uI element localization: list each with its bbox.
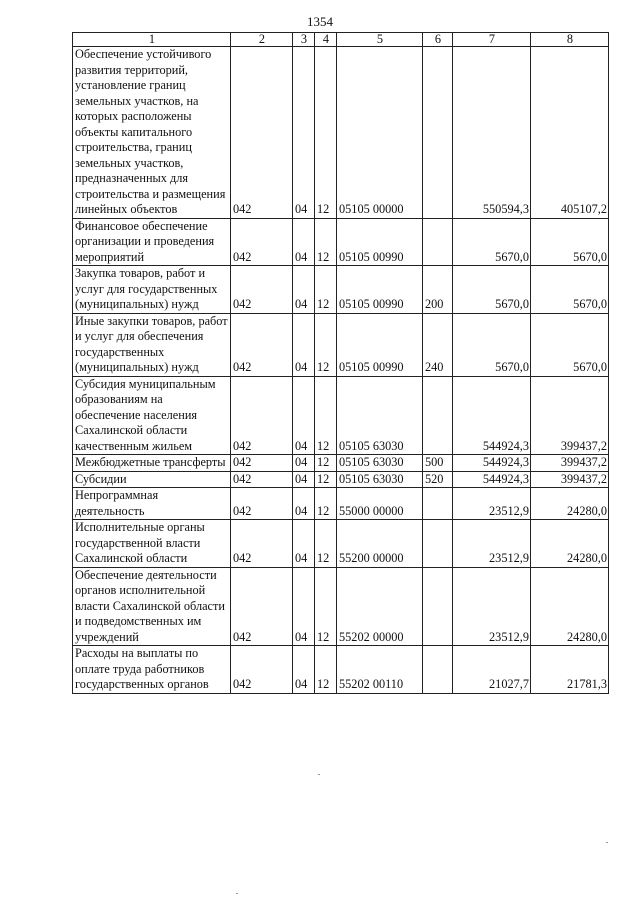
header-col-7: 7 <box>453 33 531 47</box>
row-type-cell: 240 <box>423 313 453 376</box>
table-row <box>73 266 609 314</box>
row-type-cell: 500 <box>423 455 453 472</box>
row-ministry-cell: 042 <box>231 520 293 568</box>
row-name-cell: Непрограммная деятельность <box>73 488 231 520</box>
header-col-6: 6 <box>423 33 453 47</box>
row-sum-2015-cell: 21781,3 <box>531 646 609 694</box>
row-type-cell <box>423 376 453 455</box>
row-sum-2015-cell: 5670,0 <box>531 266 609 314</box>
row-sum-2014-cell: 5670,0 <box>453 218 531 266</box>
row-section-cell: 04 <box>293 218 315 266</box>
row-type-cell <box>423 488 453 520</box>
scan-speck <box>318 774 320 775</box>
row-name-cell: Финансовое обеспечение организации и проведения мероприятий <box>73 218 231 266</box>
row-sum-2014-cell: 544924,3 <box>453 376 531 455</box>
row-ministry-cell: 042 <box>231 567 293 646</box>
row-subsection-cell: 12 <box>315 376 337 455</box>
row-sum-2014-cell: 23512,9 <box>453 520 531 568</box>
row-sum-2015-cell: 24280,0 <box>531 520 609 568</box>
row-section-cell: 04 <box>293 266 315 314</box>
header-col-5: 5 <box>337 33 423 47</box>
table-row <box>73 47 609 219</box>
row-section-cell: 04 <box>293 47 315 219</box>
row-ministry-cell: 042 <box>231 471 293 488</box>
row-target-cell: 05105 00990 <box>337 218 423 266</box>
row-section-cell: 04 <box>293 646 315 694</box>
row-target-cell: 05105 00000 <box>337 47 423 219</box>
header-col-4: 4 <box>315 33 337 47</box>
table-row <box>73 471 609 488</box>
row-sum-2015-cell: 5670,0 <box>531 218 609 266</box>
row-sum-2015-cell: 399437,2 <box>531 455 609 472</box>
row-sum-2014-cell: 544924,3 <box>453 471 531 488</box>
row-type-cell <box>423 646 453 694</box>
table-row <box>73 567 609 646</box>
row-subsection-cell: 12 <box>315 313 337 376</box>
row-section-cell: 04 <box>293 488 315 520</box>
row-sum-2014-cell: 23512,9 <box>453 488 531 520</box>
row-subsection-cell: 12 <box>315 218 337 266</box>
row-name-cell: Субсидии <box>73 471 231 488</box>
row-subsection-cell: 12 <box>315 47 337 219</box>
row-type-cell <box>423 520 453 568</box>
row-sum-2014-cell: 5670,0 <box>453 313 531 376</box>
row-name-cell: Межбюджетные трансферты <box>73 455 231 472</box>
row-type-cell: 520 <box>423 471 453 488</box>
row-target-cell: 55202 00000 <box>337 567 423 646</box>
row-section-cell: 04 <box>293 313 315 376</box>
row-target-cell: 55200 00000 <box>337 520 423 568</box>
row-ministry-cell: 042 <box>231 455 293 472</box>
row-section-cell: 04 <box>293 455 315 472</box>
row-target-cell: 05105 63030 <box>337 455 423 472</box>
row-subsection-cell: 12 <box>315 567 337 646</box>
row-name-cell: Субсидия муниципальным образованиям на обеспечение населения Сахалинской области качественным жильем <box>73 376 231 455</box>
row-target-cell: 55202 00110 <box>337 646 423 694</box>
row-target-cell: 55000 00000 <box>337 488 423 520</box>
row-type-cell <box>423 47 453 219</box>
row-ministry-cell: 042 <box>231 313 293 376</box>
scan-speck <box>236 893 238 894</box>
table-row <box>73 520 609 568</box>
row-sum-2015-cell: 24280,0 <box>531 567 609 646</box>
header-col-3: 3 <box>293 33 315 47</box>
header-col-8: 8 <box>531 33 609 47</box>
row-name-cell: Расходы на выплаты по оплате труда работников государственных органов <box>73 646 231 694</box>
row-target-cell: 05105 00990 <box>337 266 423 314</box>
row-name-cell: Иные закупки товаров, работ и услуг для обеспечения государственных (муниципальных) нужд <box>73 313 231 376</box>
row-subsection-cell: 12 <box>315 455 337 472</box>
row-name-cell: Обеспечение устойчивого развития территорий, установление границ земельных участков, на которых расположены объекты капитального строительства, границ земельных участков, предназначенных для строительства и размещения линейных объектов <box>73 47 231 219</box>
row-target-cell: 05105 00990 <box>337 313 423 376</box>
table-row <box>73 646 609 694</box>
row-ministry-cell: 042 <box>231 376 293 455</box>
scan-speck <box>606 842 608 843</box>
row-name-cell: Обеспечение деятельности органов исполнительной власти Сахалинской области и подведомственных им учреждений <box>73 567 231 646</box>
row-section-cell: 04 <box>293 520 315 568</box>
row-target-cell: 05105 63030 <box>337 471 423 488</box>
header-row <box>73 33 609 47</box>
table-row <box>73 455 609 472</box>
budget-table <box>72 32 609 694</box>
table-row <box>73 376 609 455</box>
row-type-cell: 200 <box>423 266 453 314</box>
row-section-cell: 04 <box>293 471 315 488</box>
row-subsection-cell: 12 <box>315 520 337 568</box>
page-number: 1354 <box>307 14 333 29</box>
row-sum-2015-cell: 5670,0 <box>531 313 609 376</box>
header-col-1: 1 <box>73 33 231 47</box>
row-subsection-cell: 12 <box>315 488 337 520</box>
row-subsection-cell: 12 <box>315 471 337 488</box>
table-row <box>73 313 609 376</box>
row-sum-2015-cell: 24280,0 <box>531 488 609 520</box>
row-section-cell: 04 <box>293 567 315 646</box>
row-sum-2014-cell: 23512,9 <box>453 567 531 646</box>
row-type-cell <box>423 218 453 266</box>
row-sum-2014-cell: 550594,3 <box>453 47 531 219</box>
row-ministry-cell: 042 <box>231 488 293 520</box>
row-sum-2015-cell: 399437,2 <box>531 471 609 488</box>
table-body <box>73 47 609 694</box>
table-row <box>73 218 609 266</box>
row-sum-2014-cell: 5670,0 <box>453 266 531 314</box>
row-subsection-cell: 12 <box>315 266 337 314</box>
row-ministry-cell: 042 <box>231 646 293 694</box>
row-subsection-cell: 12 <box>315 646 337 694</box>
row-type-cell <box>423 567 453 646</box>
row-ministry-cell: 042 <box>231 47 293 219</box>
row-section-cell: 04 <box>293 376 315 455</box>
row-name-cell: Закупка товаров, работ и услуг для государственных (муниципальных) нужд <box>73 266 231 314</box>
table-row <box>73 488 609 520</box>
row-name-cell: Исполнительные органы государственной власти Сахалинской области <box>73 520 231 568</box>
row-ministry-cell: 042 <box>231 266 293 314</box>
row-sum-2014-cell: 544924,3 <box>453 455 531 472</box>
header-col-2: 2 <box>231 33 293 47</box>
row-target-cell: 05105 63030 <box>337 376 423 455</box>
row-sum-2014-cell: 21027,7 <box>453 646 531 694</box>
row-ministry-cell: 042 <box>231 218 293 266</box>
row-sum-2015-cell: 405107,2 <box>531 47 609 219</box>
row-sum-2015-cell: 399437,2 <box>531 376 609 455</box>
